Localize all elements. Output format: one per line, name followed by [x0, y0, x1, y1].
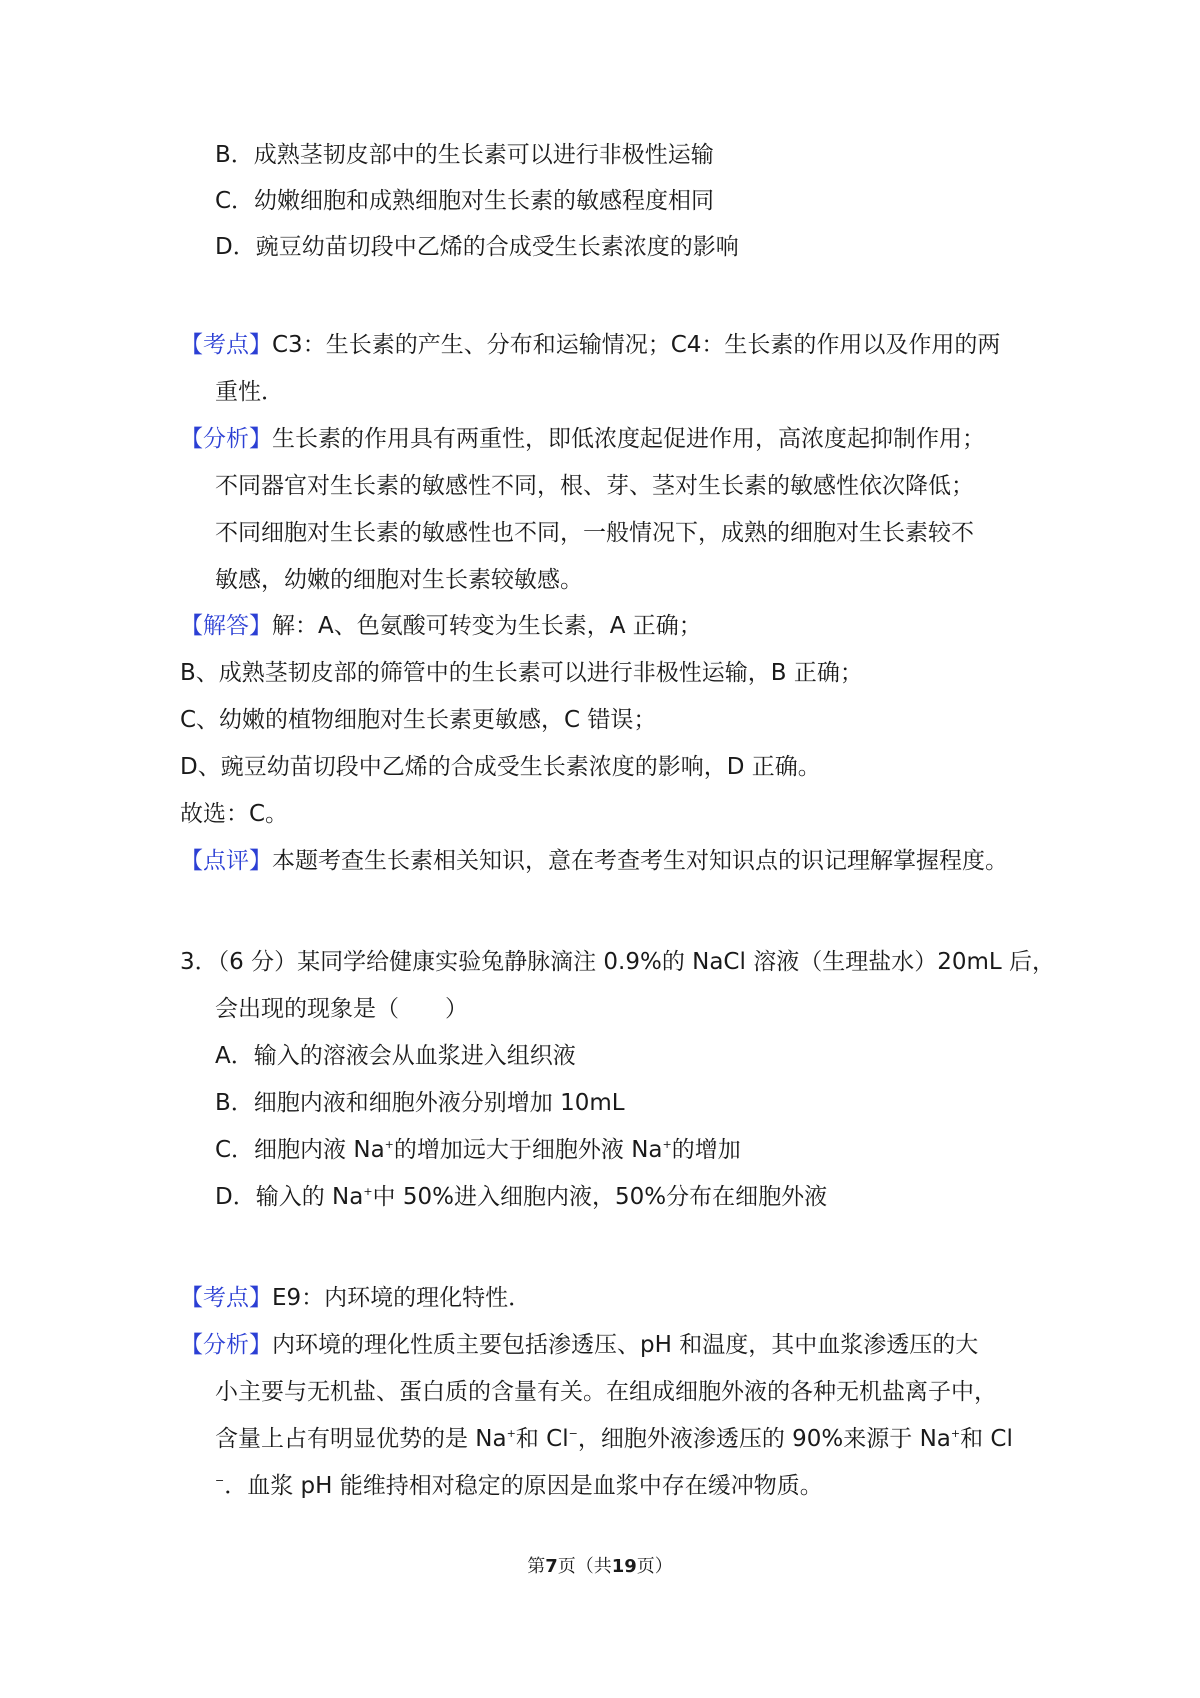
- q2-fenxi-line2: 不同器官对生长素的敏感性不同，根、芽、茎对生长素的敏感性依次降低；: [215, 473, 974, 499]
- page-total: 19: [611, 1556, 637, 1577]
- q2-jieda-text: 解：A、色氨酸可转变为生长素，A 正确；: [272, 613, 702, 639]
- q2-kaodian-text: C3：生长素的产生、分布和运输情况；C4：生长素的作用以及作用的两: [272, 332, 1001, 358]
- q2-jieda: [180, 611, 702, 641]
- q3-fenxi-line3: 含量上占有明显优势的是 Na+和 Cl−，细胞外液渗透压的 90%来源于 Na+和 Cl: [215, 1426, 1013, 1452]
- q2-jieda-line4: D、豌豆幼苗切段中乙烯的合成受生长素浓度的影响，D 正确。: [180, 754, 821, 780]
- q3-option-d: D．输入的 Na+中 50%进入细胞内液，50%分布在细胞外液: [215, 1184, 828, 1210]
- q3-option-b: B．细胞内液和细胞外液分别增加 10mL: [215, 1090, 625, 1116]
- tag-kaodian: 【考点】: [180, 332, 272, 358]
- tag-fenxi: 【分析】: [180, 426, 272, 452]
- q2-fenxi: [180, 424, 985, 454]
- q2-answer: 故选：C。: [180, 801, 289, 827]
- q2-option-b: B．成熟茎韧皮部中的生长素可以进行非极性运输: [215, 142, 714, 168]
- tag-fenxi: 【分析】: [180, 1332, 272, 1358]
- q2-jieda-line2: B、成熟茎韧皮部的筛管中的生长素可以进行非极性运输，B 正确；: [180, 660, 863, 686]
- q3-option-a: A．输入的溶液会从血浆进入组织液: [215, 1043, 576, 1069]
- page-number: 7: [545, 1556, 558, 1577]
- tag-kaodian: 【考点】: [180, 1285, 272, 1311]
- tag-dianping: 【点评】: [180, 848, 272, 874]
- q2-jieda-line3: C、幼嫩的植物细胞对生长素更敏感，C 错误；: [180, 707, 657, 733]
- q3-option-c: C．细胞内液 Na+的增加远大于细胞外液 Na+的增加: [215, 1137, 741, 1163]
- q3-kaodian-text: E9：内环境的理化特性．: [272, 1285, 532, 1311]
- q2-kaodian-cont: 重性．: [215, 379, 284, 405]
- q2-fenxi-text: 生长素的作用具有两重性，即低浓度起促进作用，高浓度起抑制作用；: [272, 426, 985, 452]
- q2-dianping-text: 本题考查生长素相关知识，意在考查考生对知识点的识记理解掌握程度。: [272, 848, 1008, 874]
- q2-option-c: C．幼嫩细胞和成熟细胞对生长素的敏感程度相同: [215, 188, 715, 214]
- q3-fenxi-text: 内环境的理化性质主要包括渗透压、pH 和温度，其中血浆渗透压的大: [272, 1332, 979, 1358]
- q2-fenxi-line3: 不同细胞对生长素的敏感性也不同，一般情况下，成熟的细胞对生长素较不: [215, 520, 974, 546]
- tag-jieda: 【解答】: [180, 613, 272, 639]
- q2-fenxi-line4: 敏感，幼嫩的细胞对生长素较敏感。: [215, 567, 583, 593]
- q2-option-d: D．豌豆幼苗切段中乙烯的合成受生长素浓度的影响: [215, 234, 739, 260]
- q2-kaodian: [180, 330, 1000, 360]
- q3-stem-cont: 会出现的现象是（ ）: [215, 996, 468, 1022]
- q3-stem: 3．（6 分）某同学给健康实验兔静脉滴注 0.9%的 NaCl 溶液（生理盐水）20mL 后，: [180, 949, 1055, 975]
- q3-fenxi-line2: 小主要与无机盐、蛋白质的含量有关。在组成细胞外液的各种无机盐离子中，: [215, 1379, 997, 1405]
- page-footer: 第7页（共19页）: [527, 1556, 673, 1577]
- q3-fenxi: [180, 1330, 978, 1360]
- q3-fenxi-line4: −．血浆 pH 能维持相对稳定的原因是血浆中存在缓冲物质。: [215, 1473, 823, 1499]
- q2-dianping: [180, 846, 1008, 876]
- q3-kaodian: [180, 1283, 531, 1313]
